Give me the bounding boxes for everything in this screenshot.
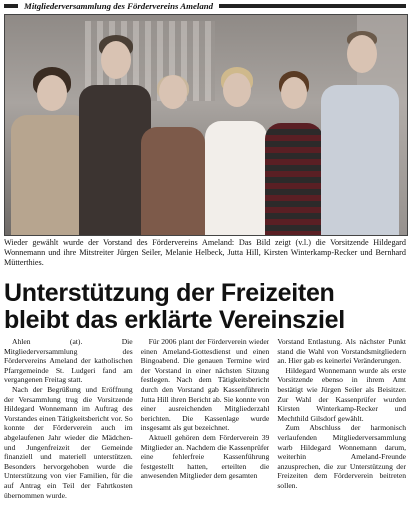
- kicker-rule-right: [219, 4, 406, 8]
- headline-line-2: bleibt das erklärte Vereinsziel: [4, 306, 345, 334]
- article-body: [4, 337, 406, 505]
- photo-caption: Wieder gewählt wurde der Vorstand des Fördervereins Ameland: Das Bild zeigt (v.l.) die Vorsitzende Hildegard Wonnemann und ihre Mitstreiter Jürgen Seiler, Melanie Helbeck, Jutta Hill, Kirsten Winterkamp-Recker und Bernhard Mütterthies.: [4, 238, 406, 268]
- article-headline: [4, 280, 406, 334]
- group-photo: [4, 14, 408, 236]
- headline-line-1: Unterstützung der Freizeiten: [4, 279, 335, 307]
- paragraph: Nach der Begrüßung und Eröffnung der Versammlung trug die Vorsitzende Hildegard Wonnemann im Auftrag des Vorstandes einen Tätigkeitsbericht vor. So konnte der Förderverein auch im abgelaufenen Jahr wieder die Mädchen- und Jungenfreizeit der Gemeinde finanziell und materiell unterstützen. Besonders hervorgehoben wurde die Unterstützung von vier Familien, für die auf Antrag ein Teil der Fahrtkosten übernommen wurde.: [4, 384, 133, 500]
- article-column-1: [4, 337, 133, 505]
- article-column-2: [141, 337, 270, 505]
- paragraph: Für 2006 plant der Förderverein wieder einen Ameland-Gottesdienst und einen Bingoabend. Die genauen Termine wird der Vorstand in einer nächsten Sitzung festlegen. Nach dem Tätigkeitsbericht durch den Vorstand gab Kassenführerin Jutta Hill ihren Bericht ab. Sie konnte von einer ausreichenden Mitgliederzahl berichten. Die Kassenlage wurde insgesamt als gut bezeichnet.: [140, 337, 270, 433]
- person-figure: [137, 75, 209, 235]
- paragraph: Hildegard Wonnemann wurde als erste Vorsitzende ebenso in ihrem Amt bestätigt wie Jürgen Seiler als Beisitzer. Zur Wahl der Kassenprüfer wurden Kirsten Winterkamp-Recker und Mechthild Gilsdorf gewählt.: [277, 365, 407, 423]
- kicker-rule-left: [4, 4, 18, 8]
- kicker-text: Mitgliederversammlung des Fördervereins Ameland: [24, 1, 214, 11]
- paragraph: Aktuell gehören dem Förderverein 39 Mitglieder an. Nachdem die Kassenprüfer eine fehlerfreie Kassenführung festgestellt hatten, erteilten die anwesenden Mitglieder dem gesamten: [140, 432, 270, 481]
- paragraph: Vorstand Entlastung. Als nächster Punkt stand die Wahl von Vorstandsmitgliedern an. Hier gab es keinerlei Veränderungen.: [277, 337, 407, 366]
- article-column-3: [277, 337, 406, 505]
- section-kicker: [4, 0, 406, 12]
- person-figure: [317, 31, 403, 235]
- paragraph: Zum Abschluss der harmonisch verlaufenden Mitgliederversammlung warb Hildegard Wonnemann darum, weiterhin Ameland-Freunde anzusprechen, die zur Unterstützung der Freizeiten dem Förderverein beitreten sollen.: [277, 423, 407, 490]
- paragraph: Ahlen (at). Die Mitgliederversammlung des Fördervereins Ameland der katholischen Pfarrgemeinde St. Ludgeri fand am vergangenen Freitag statt.: [4, 337, 133, 385]
